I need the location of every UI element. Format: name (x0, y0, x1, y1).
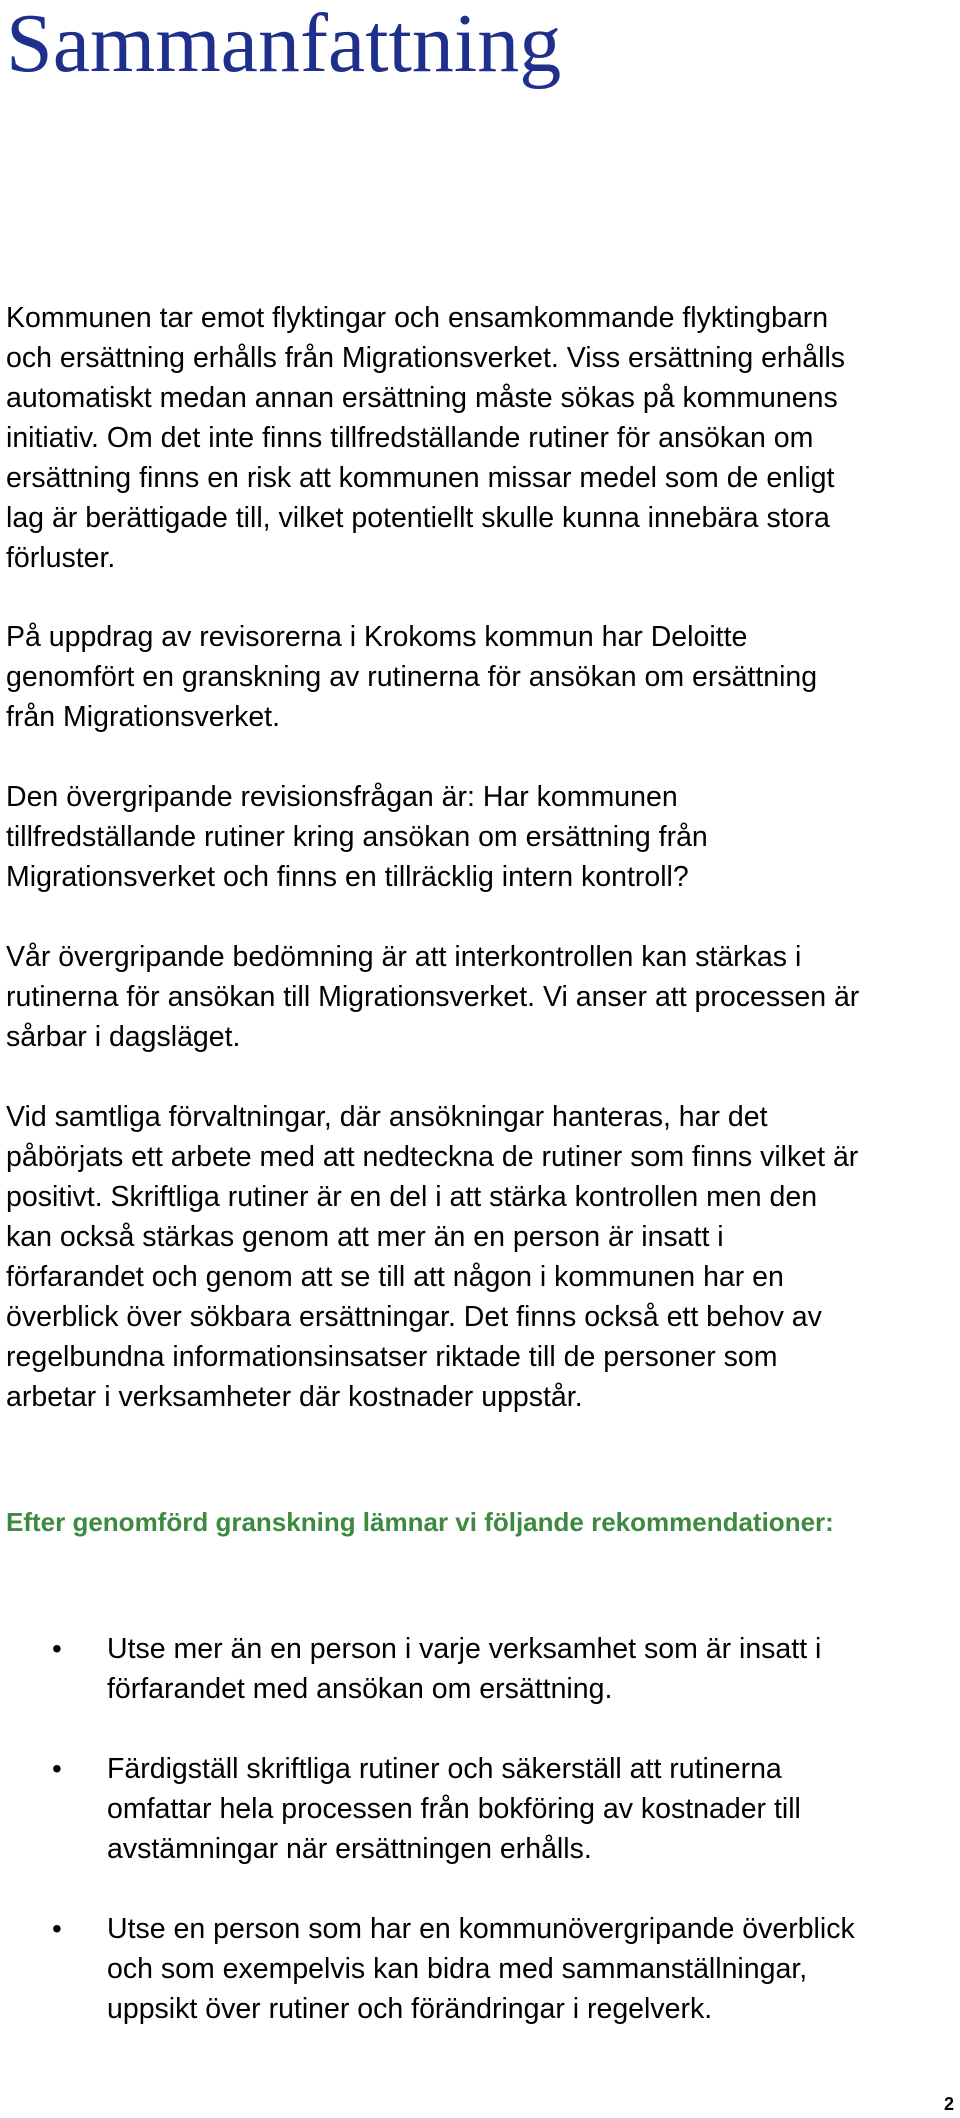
text-line: och som exempelvis kan bidra med sammanställningar, (107, 1953, 808, 1985)
page-title: Sammanfattning (6, 0, 562, 90)
text-line: regelbundna informationsinsatser riktade till de personer som (6, 1341, 778, 1373)
text-line: Utse en person som har en kommunövergripande överblick (107, 1913, 855, 1945)
text-line: rutinerna för ansökan till Migrationsverket. Vi anser att processen är (6, 981, 860, 1013)
text-line: förluster. (6, 542, 116, 574)
text-line: Vid samtliga förvaltningar, där ansökningar hanteras, har det (6, 1101, 768, 1133)
text-line: Kommunen tar emot flyktingar och ensamkommande flyktingbarn (6, 302, 829, 334)
summary-paragraph-assignment (6, 617, 956, 737)
text-line: arbetar i verksamheter där kostnader uppstår. (6, 1381, 583, 1413)
text-line: Migrationsverket och finns en tillräcklig intern kontroll? (6, 861, 689, 893)
text-line: lag är berättigade till, vilket potentiellt skulle kunna innebära stora (6, 502, 830, 534)
text-line: kan också stärkas genom att mer än en person är insatt i (6, 1221, 724, 1253)
text-line: från Migrationsverket. (6, 701, 281, 733)
recommendation-text (107, 1749, 957, 1869)
bullet-icon: • (52, 1753, 62, 1784)
text-line: Utse mer än en person i varje verksamhet som är insatt i (107, 1633, 822, 1665)
text-line: Vår övergripande bedömning är att interkontrollen kan stärkas i (6, 941, 802, 973)
page-number: 2 (943, 2094, 954, 2114)
text-line: sårbar i dagsläget. (6, 1021, 241, 1053)
text-line: förfarandet och genom att se till att någon i kommunen har en (6, 1261, 784, 1293)
text-line: genomfört en granskning av rutinerna för ansökan om ersättning (6, 661, 818, 693)
text-line: Den övergripande revisionsfrågan är: Har kommunen (6, 781, 678, 813)
text-line: påbörjats ett arbete med att nedteckna de rutiner som finns vilket är (6, 1141, 859, 1173)
text-line: ersättning finns en risk att kommunen missar medel som de enligt (6, 462, 835, 494)
text-line: automatiskt medan annan ersättning måste sökas på kommunens (6, 382, 838, 414)
summary-paragraph-audit-question (6, 777, 956, 897)
recommendations-heading: Efter genomförd granskning lämnar vi följande rekommendationer: (6, 1507, 834, 1537)
summary-paragraph-assessment (6, 937, 956, 1057)
summary-paragraph-findings (6, 1097, 956, 1417)
summary-paragraph-intro (6, 298, 956, 578)
text-line: positivt. Skriftliga rutiner är en del i att stärka kontrollen men den (6, 1181, 818, 1213)
text-line: På uppdrag av revisorerna i Krokoms kommun har Deloitte (6, 621, 748, 653)
text-line: överblick över sökbara ersättningar. Det finns också ett behov av (6, 1301, 822, 1333)
text-line: initiativ. Om det inte finns tillfredställande rutiner för ansökan om (6, 422, 814, 454)
bullet-icon: • (52, 1913, 62, 1944)
recommendation-text (107, 1629, 957, 1709)
text-line: Färdigställ skriftliga rutiner och säkerställ att rutinerna (107, 1753, 782, 1785)
text-line: och ersättning erhålls från Migrationsverket. Viss ersättning erhålls (6, 342, 846, 374)
recommendation-text (107, 1909, 957, 2029)
text-line: uppsikt över rutiner och förändringar i regelverk. (107, 1993, 713, 2025)
text-line: avstämningar när ersättningen erhålls. (107, 1833, 592, 1865)
bullet-icon: • (52, 1633, 62, 1664)
text-line: tillfredställande rutiner kring ansökan om ersättning från (6, 821, 708, 853)
text-line: omfattar hela processen från bokföring av kostnader till (107, 1793, 801, 1825)
text-line: förfarandet med ansökan om ersättning. (107, 1673, 613, 1705)
